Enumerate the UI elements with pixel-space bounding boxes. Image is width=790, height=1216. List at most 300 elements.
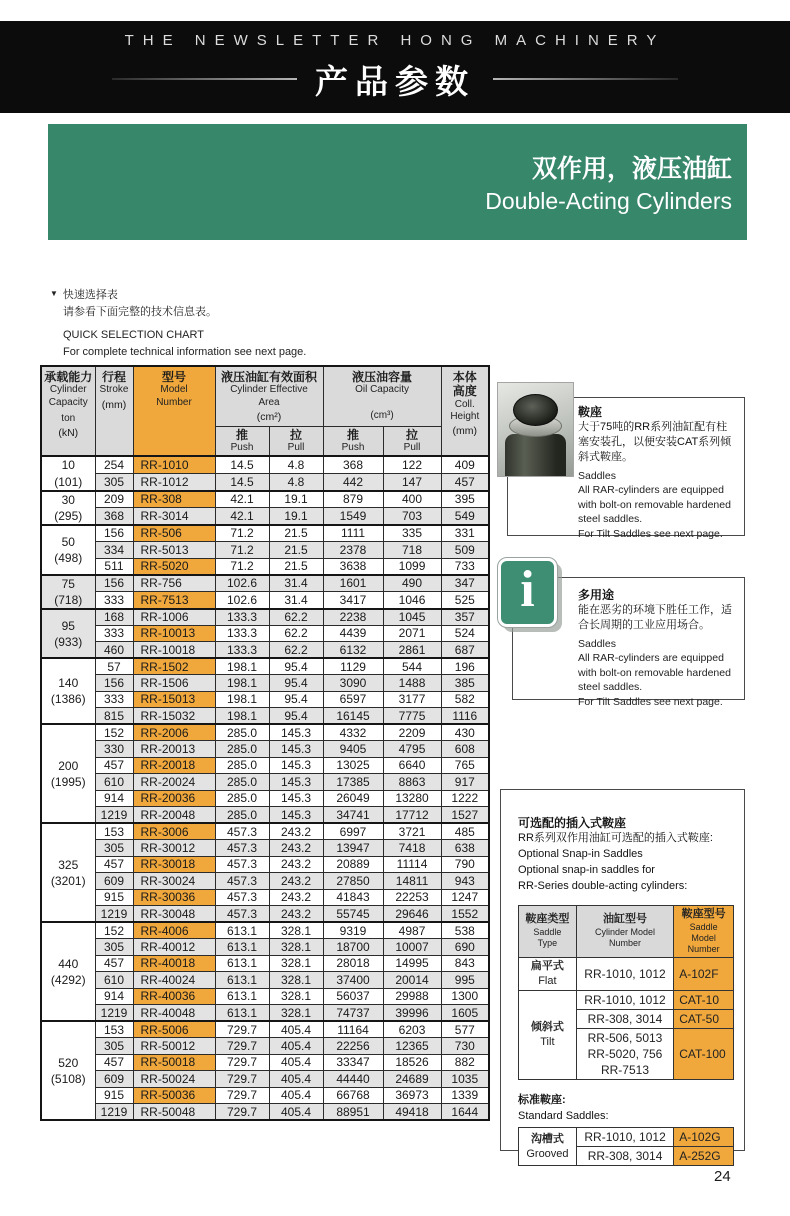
model-cell: RR-40048	[133, 1005, 215, 1022]
push-oil-cell: 442	[323, 474, 383, 491]
pull-oil-cell: 13280	[383, 790, 441, 807]
pull-oil-cell: 18526	[383, 1054, 441, 1071]
pull-oil-cell: 544	[383, 658, 441, 675]
stroke-cell: 915	[95, 889, 133, 906]
pull-oil-cell: 2071	[383, 625, 441, 642]
pull-oil-cell: 29988	[383, 988, 441, 1005]
pull-area-cell: 405.4	[269, 1038, 323, 1055]
pull-area-cell: 328.1	[269, 955, 323, 972]
model-cell: RR-1010	[133, 456, 215, 473]
pull-oil-cell: 400	[383, 491, 441, 508]
stroke-cell: 333	[95, 625, 133, 642]
push-area-cell: 729.7	[215, 1038, 269, 1055]
pull-oil-cell: 2861	[383, 642, 441, 659]
capacity-cell: 200 (1995)	[41, 724, 95, 823]
push-oil-cell: 44440	[323, 1071, 383, 1088]
model-cell: RR-50012	[133, 1038, 215, 1055]
model-cell: RR-3014	[133, 508, 215, 525]
pull-oil-cell: 2209	[383, 724, 441, 741]
model-cell: RR-15013	[133, 691, 215, 708]
quick-selection-table-body	[41, 456, 489, 1120]
cylinder-model-cell: RR-1010, 1012	[576, 1127, 673, 1146]
pull-area-cell: 21.5	[269, 558, 323, 575]
table-row	[41, 1021, 489, 1038]
model-cell: RR-5013	[133, 542, 215, 559]
push-area-cell: 133.3	[215, 625, 269, 642]
pull-oil-cell: 6640	[383, 757, 441, 774]
col-header-capacity: 承载能力 Cylinder Capacity ton (kN)	[41, 366, 95, 456]
push-area-cell: 71.2	[215, 558, 269, 575]
stroke-cell: 57	[95, 658, 133, 675]
push-area-cell: 729.7	[215, 1021, 269, 1038]
subheader-area-pull: 拉 Pull	[269, 426, 323, 456]
height-cell: 730	[441, 1038, 489, 1055]
saddles-body-zh: 大于75吨的RR系列油缸配有柱塞安装孔，以便安装CAT系列倾斜式鞍座。	[578, 421, 732, 463]
model-cell: RR-20018	[133, 757, 215, 774]
push-area-cell: 613.1	[215, 988, 269, 1005]
model-cell: RR-20036	[133, 790, 215, 807]
versatility-title-en: Saddles	[578, 637, 616, 650]
height-cell: 357	[441, 609, 489, 626]
pull-oil-cell: 147	[383, 474, 441, 491]
triangle-marker-icon: ▼	[50, 289, 58, 298]
model-cell: RR-50048	[133, 1104, 215, 1121]
push-oil-cell: 17385	[323, 774, 383, 791]
pull-oil-cell: 29646	[383, 906, 441, 923]
cylinder-model-cell: RR-308, 3014	[576, 1009, 673, 1028]
col-header-model: 型号 Model Number	[133, 366, 215, 456]
model-cell: RR-15032	[133, 708, 215, 725]
push-area-cell: 457.3	[215, 889, 269, 906]
model-cell: RR-50036	[133, 1087, 215, 1104]
saddle-photo-cylinder	[505, 434, 566, 477]
push-oil-cell: 1111	[323, 525, 383, 542]
saddle-model-cell: CAT-10	[674, 990, 734, 1009]
push-area-cell: 457.3	[215, 873, 269, 890]
height-cell: 1300	[441, 988, 489, 1005]
table-row	[41, 873, 489, 890]
table-row	[41, 474, 489, 491]
stroke-cell: 457	[95, 1054, 133, 1071]
push-area-cell: 133.3	[215, 642, 269, 659]
height-cell: 943	[441, 873, 489, 890]
stroke-cell: 153	[95, 1021, 133, 1038]
stroke-cell: 1219	[95, 1005, 133, 1022]
table-row	[41, 1104, 489, 1121]
height-cell: 1222	[441, 790, 489, 807]
saddle-type-flat: 扁平式 Flat	[519, 958, 577, 990]
stroke-cell: 152	[95, 724, 133, 741]
push-area-cell: 457.3	[215, 823, 269, 840]
table-row	[41, 558, 489, 575]
push-area-cell: 198.1	[215, 708, 269, 725]
cylinder-model-cell: RR-308, 3014	[576, 1147, 673, 1166]
capacity-cell: 10 (101)	[41, 456, 95, 490]
table-row	[41, 823, 489, 840]
saddles-note-en: For Tilt Saddles see next page.	[578, 527, 723, 540]
table-row	[41, 508, 489, 525]
push-area-cell: 198.1	[215, 658, 269, 675]
table-row	[41, 1054, 489, 1071]
stroke-cell: 610	[95, 774, 133, 791]
height-cell: 1644	[441, 1104, 489, 1121]
table-row	[41, 972, 489, 989]
pull-area-cell: 4.8	[269, 474, 323, 491]
saddle-model-cell: A-102G	[674, 1127, 734, 1146]
saddle-model-cell: A-102F	[674, 958, 734, 990]
stroke-cell: 305	[95, 840, 133, 857]
push-oil-cell: 13025	[323, 757, 383, 774]
stroke-cell: 511	[95, 558, 133, 575]
push-area-cell: 457.3	[215, 840, 269, 857]
pull-area-cell: 19.1	[269, 491, 323, 508]
table-row	[41, 1087, 489, 1104]
table-row	[41, 807, 489, 824]
stroke-cell: 333	[95, 592, 133, 609]
pull-area-cell: 405.4	[269, 1021, 323, 1038]
stroke-cell: 460	[95, 642, 133, 659]
capacity-cell: 30 (295)	[41, 491, 95, 525]
push-oil-cell: 368	[323, 456, 383, 473]
push-oil-cell: 9405	[323, 741, 383, 758]
pull-area-cell: 62.2	[269, 642, 323, 659]
model-cell: RR-5006	[133, 1021, 215, 1038]
table-row	[41, 988, 489, 1005]
push-area-cell: 14.5	[215, 474, 269, 491]
model-cell: RR-2006	[133, 724, 215, 741]
height-cell: 577	[441, 1021, 489, 1038]
saddles-title-en: Saddles	[578, 469, 616, 482]
page-number: 24	[714, 1168, 731, 1185]
stroke-cell: 333	[95, 691, 133, 708]
pull-oil-cell: 1046	[383, 592, 441, 609]
pull-oil-cell: 49418	[383, 1104, 441, 1121]
push-oil-cell: 41843	[323, 889, 383, 906]
height-cell: 687	[441, 642, 489, 659]
pull-area-cell: 145.3	[269, 741, 323, 758]
masthead-title-row	[112, 56, 678, 103]
intro-en-sub: For complete technical information see next page.	[63, 345, 307, 358]
capacity-cell: 520 (5108)	[41, 1021, 95, 1120]
stroke-cell: 156	[95, 575, 133, 592]
model-cell: RR-20048	[133, 807, 215, 824]
pull-oil-cell: 20014	[383, 972, 441, 989]
intro-en-title: QUICK SELECTION CHART	[63, 329, 204, 341]
pull-area-cell: 95.4	[269, 658, 323, 675]
snap-in-saddle-table	[518, 905, 734, 1080]
height-cell: 395	[441, 491, 489, 508]
pull-area-cell: 21.5	[269, 542, 323, 559]
masthead-kicker: THE NEWSLETTER HONG MACHINERY	[124, 31, 666, 49]
pull-area-cell: 62.2	[269, 625, 323, 642]
pull-oil-cell: 3721	[383, 823, 441, 840]
pull-area-cell: 145.3	[269, 807, 323, 824]
intro-zh-title: 快速选择表	[62, 289, 118, 301]
table-row	[41, 708, 489, 725]
pull-oil-cell: 8863	[383, 774, 441, 791]
pull-area-cell: 405.4	[269, 1087, 323, 1104]
capacity-cell: 95 (933)	[41, 609, 95, 659]
table-row	[41, 856, 489, 873]
stroke-cell: 254	[95, 456, 133, 473]
saddle-photo	[497, 382, 574, 477]
push-oil-cell: 55745	[323, 906, 383, 923]
model-cell: RR-40012	[133, 939, 215, 956]
pull-area-cell: 95.4	[269, 691, 323, 708]
height-cell: 638	[441, 840, 489, 857]
saddle-model-cell: CAT-100	[674, 1028, 734, 1079]
push-oil-cell: 4439	[323, 625, 383, 642]
pull-oil-cell: 22253	[383, 889, 441, 906]
model-cell: RR-7513	[133, 592, 215, 609]
pull-oil-cell: 703	[383, 508, 441, 525]
stroke-cell: 209	[95, 491, 133, 508]
pull-area-cell: 62.2	[269, 609, 323, 626]
stroke-cell: 610	[95, 972, 133, 989]
push-oil-cell: 26049	[323, 790, 383, 807]
stroke-cell: 457	[95, 955, 133, 972]
pull-oil-cell: 335	[383, 525, 441, 542]
height-cell: 1605	[441, 1005, 489, 1022]
stroke-cell: 1219	[95, 807, 133, 824]
versatility-note-en: For Tilt Saddles see next page.	[578, 695, 723, 708]
model-cell: RR-40024	[133, 972, 215, 989]
height-cell: 1552	[441, 906, 489, 923]
pull-area-cell: 328.1	[269, 972, 323, 989]
stroke-cell: 152	[95, 922, 133, 939]
model-cell: RR-50024	[133, 1071, 215, 1088]
push-oil-cell: 66768	[323, 1087, 383, 1104]
cylinder-model-cell: RR-1010, 1012	[576, 958, 673, 990]
push-oil-cell: 1601	[323, 575, 383, 592]
table-row	[41, 906, 489, 923]
push-oil-cell: 6597	[323, 691, 383, 708]
model-cell: RR-30048	[133, 906, 215, 923]
table-row	[41, 625, 489, 642]
push-oil-cell: 27850	[323, 873, 383, 890]
capacity-cell: 440 (4292)	[41, 922, 95, 1021]
push-oil-cell: 16145	[323, 708, 383, 725]
table-row	[519, 958, 734, 990]
table-row	[41, 790, 489, 807]
push-area-cell: 729.7	[215, 1104, 269, 1121]
stroke-cell: 305	[95, 474, 133, 491]
table-row	[41, 575, 489, 592]
model-cell: RR-20013	[133, 741, 215, 758]
pull-oil-cell: 1488	[383, 675, 441, 692]
standard-saddle-table	[518, 1127, 734, 1166]
stroke-cell: 609	[95, 873, 133, 890]
push-area-cell: 42.1	[215, 508, 269, 525]
stroke-cell: 609	[95, 1071, 133, 1088]
snap-col-type: 鞍座类型 Saddle Type	[519, 905, 577, 958]
push-area-cell: 198.1	[215, 675, 269, 692]
optional-sub-zh: RR系列双作用油缸可选配的插入式鞍座:	[518, 832, 713, 845]
model-cell: RR-4006	[133, 922, 215, 939]
pull-oil-cell: 7775	[383, 708, 441, 725]
pull-oil-cell: 122	[383, 456, 441, 473]
pull-oil-cell: 14995	[383, 955, 441, 972]
pull-oil-cell: 36973	[383, 1087, 441, 1104]
push-oil-cell: 3090	[323, 675, 383, 692]
push-oil-cell: 6997	[323, 823, 383, 840]
pull-oil-cell: 12365	[383, 1038, 441, 1055]
stroke-cell: 914	[95, 790, 133, 807]
table-row	[41, 724, 489, 741]
optional-sub-en2: RR-Series double-acting cylinders:	[518, 879, 688, 892]
pull-area-cell: 4.8	[269, 456, 323, 473]
table-row	[41, 840, 489, 857]
table-row	[41, 542, 489, 559]
table-row	[41, 675, 489, 692]
model-cell: RR-30012	[133, 840, 215, 857]
table-row	[41, 1071, 489, 1088]
pull-oil-cell: 11114	[383, 856, 441, 873]
optional-title-zh: 可选配的插入式鞍座	[518, 816, 627, 830]
push-area-cell: 457.3	[215, 856, 269, 873]
col-header-stroke: 行程 Stroke (mm)	[95, 366, 133, 456]
height-cell: 196	[441, 658, 489, 675]
stroke-cell: 156	[95, 675, 133, 692]
pull-area-cell: 243.2	[269, 873, 323, 890]
table-row	[41, 658, 489, 675]
pull-oil-cell: 718	[383, 542, 441, 559]
model-cell: RR-30036	[133, 889, 215, 906]
height-cell: 385	[441, 675, 489, 692]
push-area-cell: 14.5	[215, 456, 269, 473]
saddle-model-cell: A-252G	[674, 1147, 734, 1166]
saddles-body-en: All RAR-cylinders are equipped with bolt-on removable hardened steel saddles.	[578, 484, 731, 526]
versatility-body-en: All RAR-cylinders are equipped with bolt-on removable hardened steel saddles.	[578, 652, 731, 694]
model-cell: RR-1502	[133, 658, 215, 675]
push-area-cell: 285.0	[215, 790, 269, 807]
push-oil-cell: 3638	[323, 558, 383, 575]
table-row	[41, 939, 489, 956]
pull-area-cell: 243.2	[269, 840, 323, 857]
height-cell: 843	[441, 955, 489, 972]
intro-zh-title-line	[50, 287, 306, 304]
table-row	[41, 1038, 489, 1055]
pull-area-cell: 145.3	[269, 757, 323, 774]
push-oil-cell: 2238	[323, 609, 383, 626]
intro-zh-sub: 请参看下面完整的技术信息表。	[63, 305, 217, 318]
height-cell: 538	[441, 922, 489, 939]
model-cell: RR-1012	[133, 474, 215, 491]
versatility-body-zh: 能在恶劣的环境下胜任工作，适合长周期的工业应用场合。	[578, 604, 732, 631]
capacity-cell: 75 (718)	[41, 575, 95, 609]
pull-oil-cell: 4987	[383, 922, 441, 939]
stroke-cell: 153	[95, 823, 133, 840]
height-cell: 733	[441, 558, 489, 575]
col-header-height: 本体 高度 Coll. Height (mm)	[441, 366, 489, 456]
push-oil-cell: 37400	[323, 972, 383, 989]
versatility-title-zh: 多用途	[578, 588, 615, 602]
height-cell: 549	[441, 508, 489, 525]
table-row	[41, 741, 489, 758]
stroke-cell: 1219	[95, 1104, 133, 1121]
model-cell: RR-50018	[133, 1054, 215, 1071]
push-area-cell: 457.3	[215, 906, 269, 923]
pull-oil-cell: 17712	[383, 807, 441, 824]
quick-selection-table	[40, 365, 490, 1121]
push-area-cell: 102.6	[215, 592, 269, 609]
push-area-cell: 729.7	[215, 1087, 269, 1104]
snap-col-cylinder-model: 油缸型号 Cylinder Model Number	[576, 905, 673, 958]
push-area-cell: 285.0	[215, 724, 269, 741]
stroke-cell: 334	[95, 542, 133, 559]
pull-area-cell: 328.1	[269, 988, 323, 1005]
table-row	[41, 691, 489, 708]
pull-oil-cell: 10007	[383, 939, 441, 956]
pull-oil-cell: 4795	[383, 741, 441, 758]
banner-title-zh: 双作用，液压油缸	[531, 155, 732, 183]
height-cell: 690	[441, 939, 489, 956]
push-area-cell: 285.0	[215, 774, 269, 791]
col-header-oil-capacity: 液压油容量 Oil Capacity (cm³)	[323, 366, 441, 426]
capacity-cell: 325 (3201)	[41, 823, 95, 922]
height-cell: 765	[441, 757, 489, 774]
saddle-model-cell: CAT-50	[674, 1009, 734, 1028]
height-cell: 790	[441, 856, 489, 873]
push-area-cell: 71.2	[215, 542, 269, 559]
model-cell: RR-40036	[133, 988, 215, 1005]
table-row	[519, 990, 734, 1009]
subheader-area-push: 推 Push	[215, 426, 269, 456]
stroke-cell: 330	[95, 741, 133, 758]
push-oil-cell: 34741	[323, 807, 383, 824]
pull-area-cell: 328.1	[269, 922, 323, 939]
pull-area-cell: 243.2	[269, 856, 323, 873]
pull-oil-cell: 490	[383, 575, 441, 592]
height-cell: 485	[441, 823, 489, 840]
col-header-effective-area: 液压油缸有效面积 Cylinder Effective Area (cm²)	[215, 366, 323, 426]
pull-area-cell: 243.2	[269, 823, 323, 840]
push-area-cell: 133.3	[215, 609, 269, 626]
stroke-cell: 457	[95, 757, 133, 774]
table-row	[41, 525, 489, 542]
push-area-cell: 613.1	[215, 1005, 269, 1022]
table-row	[41, 922, 489, 939]
pull-area-cell: 19.1	[269, 508, 323, 525]
section-banner	[48, 124, 747, 240]
height-cell: 582	[441, 691, 489, 708]
push-area-cell: 729.7	[215, 1054, 269, 1071]
standard-title-zh: 标准鞍座:	[518, 1094, 566, 1107]
height-cell: 1035	[441, 1071, 489, 1088]
push-oil-cell: 4332	[323, 724, 383, 741]
height-cell: 917	[441, 774, 489, 791]
subheader-oil-pull: 拉 Pull	[383, 426, 441, 456]
push-oil-cell: 6132	[323, 642, 383, 659]
table-row	[41, 456, 489, 473]
push-oil-cell: 1129	[323, 658, 383, 675]
pull-area-cell: 21.5	[269, 525, 323, 542]
height-cell: 331	[441, 525, 489, 542]
stroke-cell: 1219	[95, 906, 133, 923]
push-area-cell: 102.6	[215, 575, 269, 592]
pull-oil-cell: 24689	[383, 1071, 441, 1088]
table-row	[41, 955, 489, 972]
push-area-cell: 613.1	[215, 972, 269, 989]
optional-sub-en1: Optional snap-in saddles for	[518, 863, 655, 876]
stroke-cell: 815	[95, 708, 133, 725]
banner-title-en: Double-Acting Cylinders	[485, 188, 732, 214]
model-cell: RR-10013	[133, 625, 215, 642]
push-area-cell: 613.1	[215, 922, 269, 939]
stroke-cell: 457	[95, 856, 133, 873]
masthead	[0, 21, 790, 113]
push-area-cell: 198.1	[215, 691, 269, 708]
